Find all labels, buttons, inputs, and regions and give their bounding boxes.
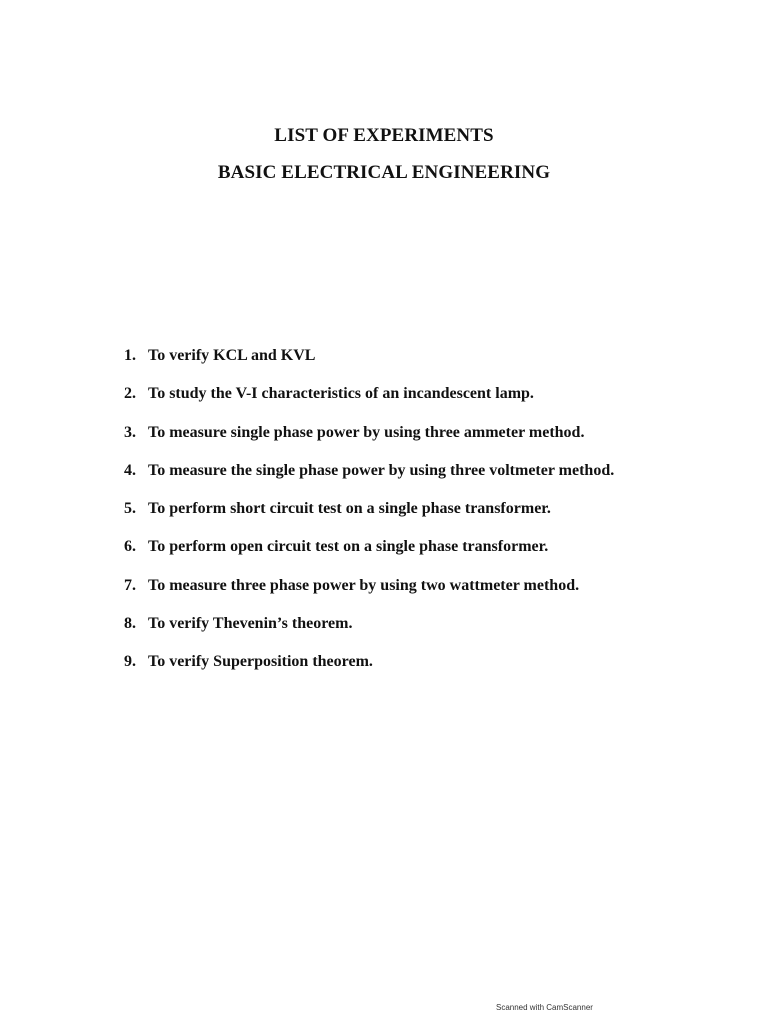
experiment-text: To measure the single phase power by using three voltmeter method. <box>148 461 615 479</box>
experiment-item <box>124 346 614 384</box>
experiment-item <box>124 384 614 422</box>
experiment-number: 3. <box>124 423 136 441</box>
experiment-number: 1. <box>124 347 136 364</box>
experiment-item <box>124 537 614 575</box>
experiment-number: 2. <box>124 385 136 403</box>
experiment-item <box>124 423 614 461</box>
experiment-item <box>124 461 614 499</box>
document-title: LIST OF EXPERIMENTS <box>274 125 494 146</box>
experiment-item <box>124 614 614 652</box>
experiment-text: To verify Superposition theorem. <box>148 653 373 671</box>
scanner-watermark: Scanned with CamScanner <box>496 1003 593 1012</box>
experiment-text: To measure three phase power by using two wattmeter method. <box>148 576 580 594</box>
experiment-text: To study the V-I characteristics of an incandescent lamp. <box>148 385 534 403</box>
experiment-item <box>124 652 614 690</box>
experiment-list <box>124 346 614 691</box>
experiment-text: To perform short circuit test on a single phase transformer. <box>148 500 551 518</box>
experiment-number: 4. <box>124 461 136 479</box>
document-subtitle: BASIC ELECTRICAL ENGINEERING <box>217 162 551 183</box>
experiment-text: To perform open circuit test on a single phase transformer. <box>148 538 549 556</box>
experiment-text: To verify KCL and KVL <box>148 347 316 364</box>
experiment-text: To verify Thevenin’s theorem. <box>148 615 353 633</box>
experiment-number: 7. <box>124 576 136 594</box>
experiment-number: 5. <box>124 500 136 518</box>
experiment-item <box>124 499 614 537</box>
experiment-number: 8. <box>124 615 136 633</box>
experiment-item <box>124 576 614 614</box>
experiment-number: 9. <box>124 653 136 671</box>
experiment-number: 6. <box>124 538 136 556</box>
experiment-text: To measure single phase power by using three ammeter method. <box>148 423 585 441</box>
